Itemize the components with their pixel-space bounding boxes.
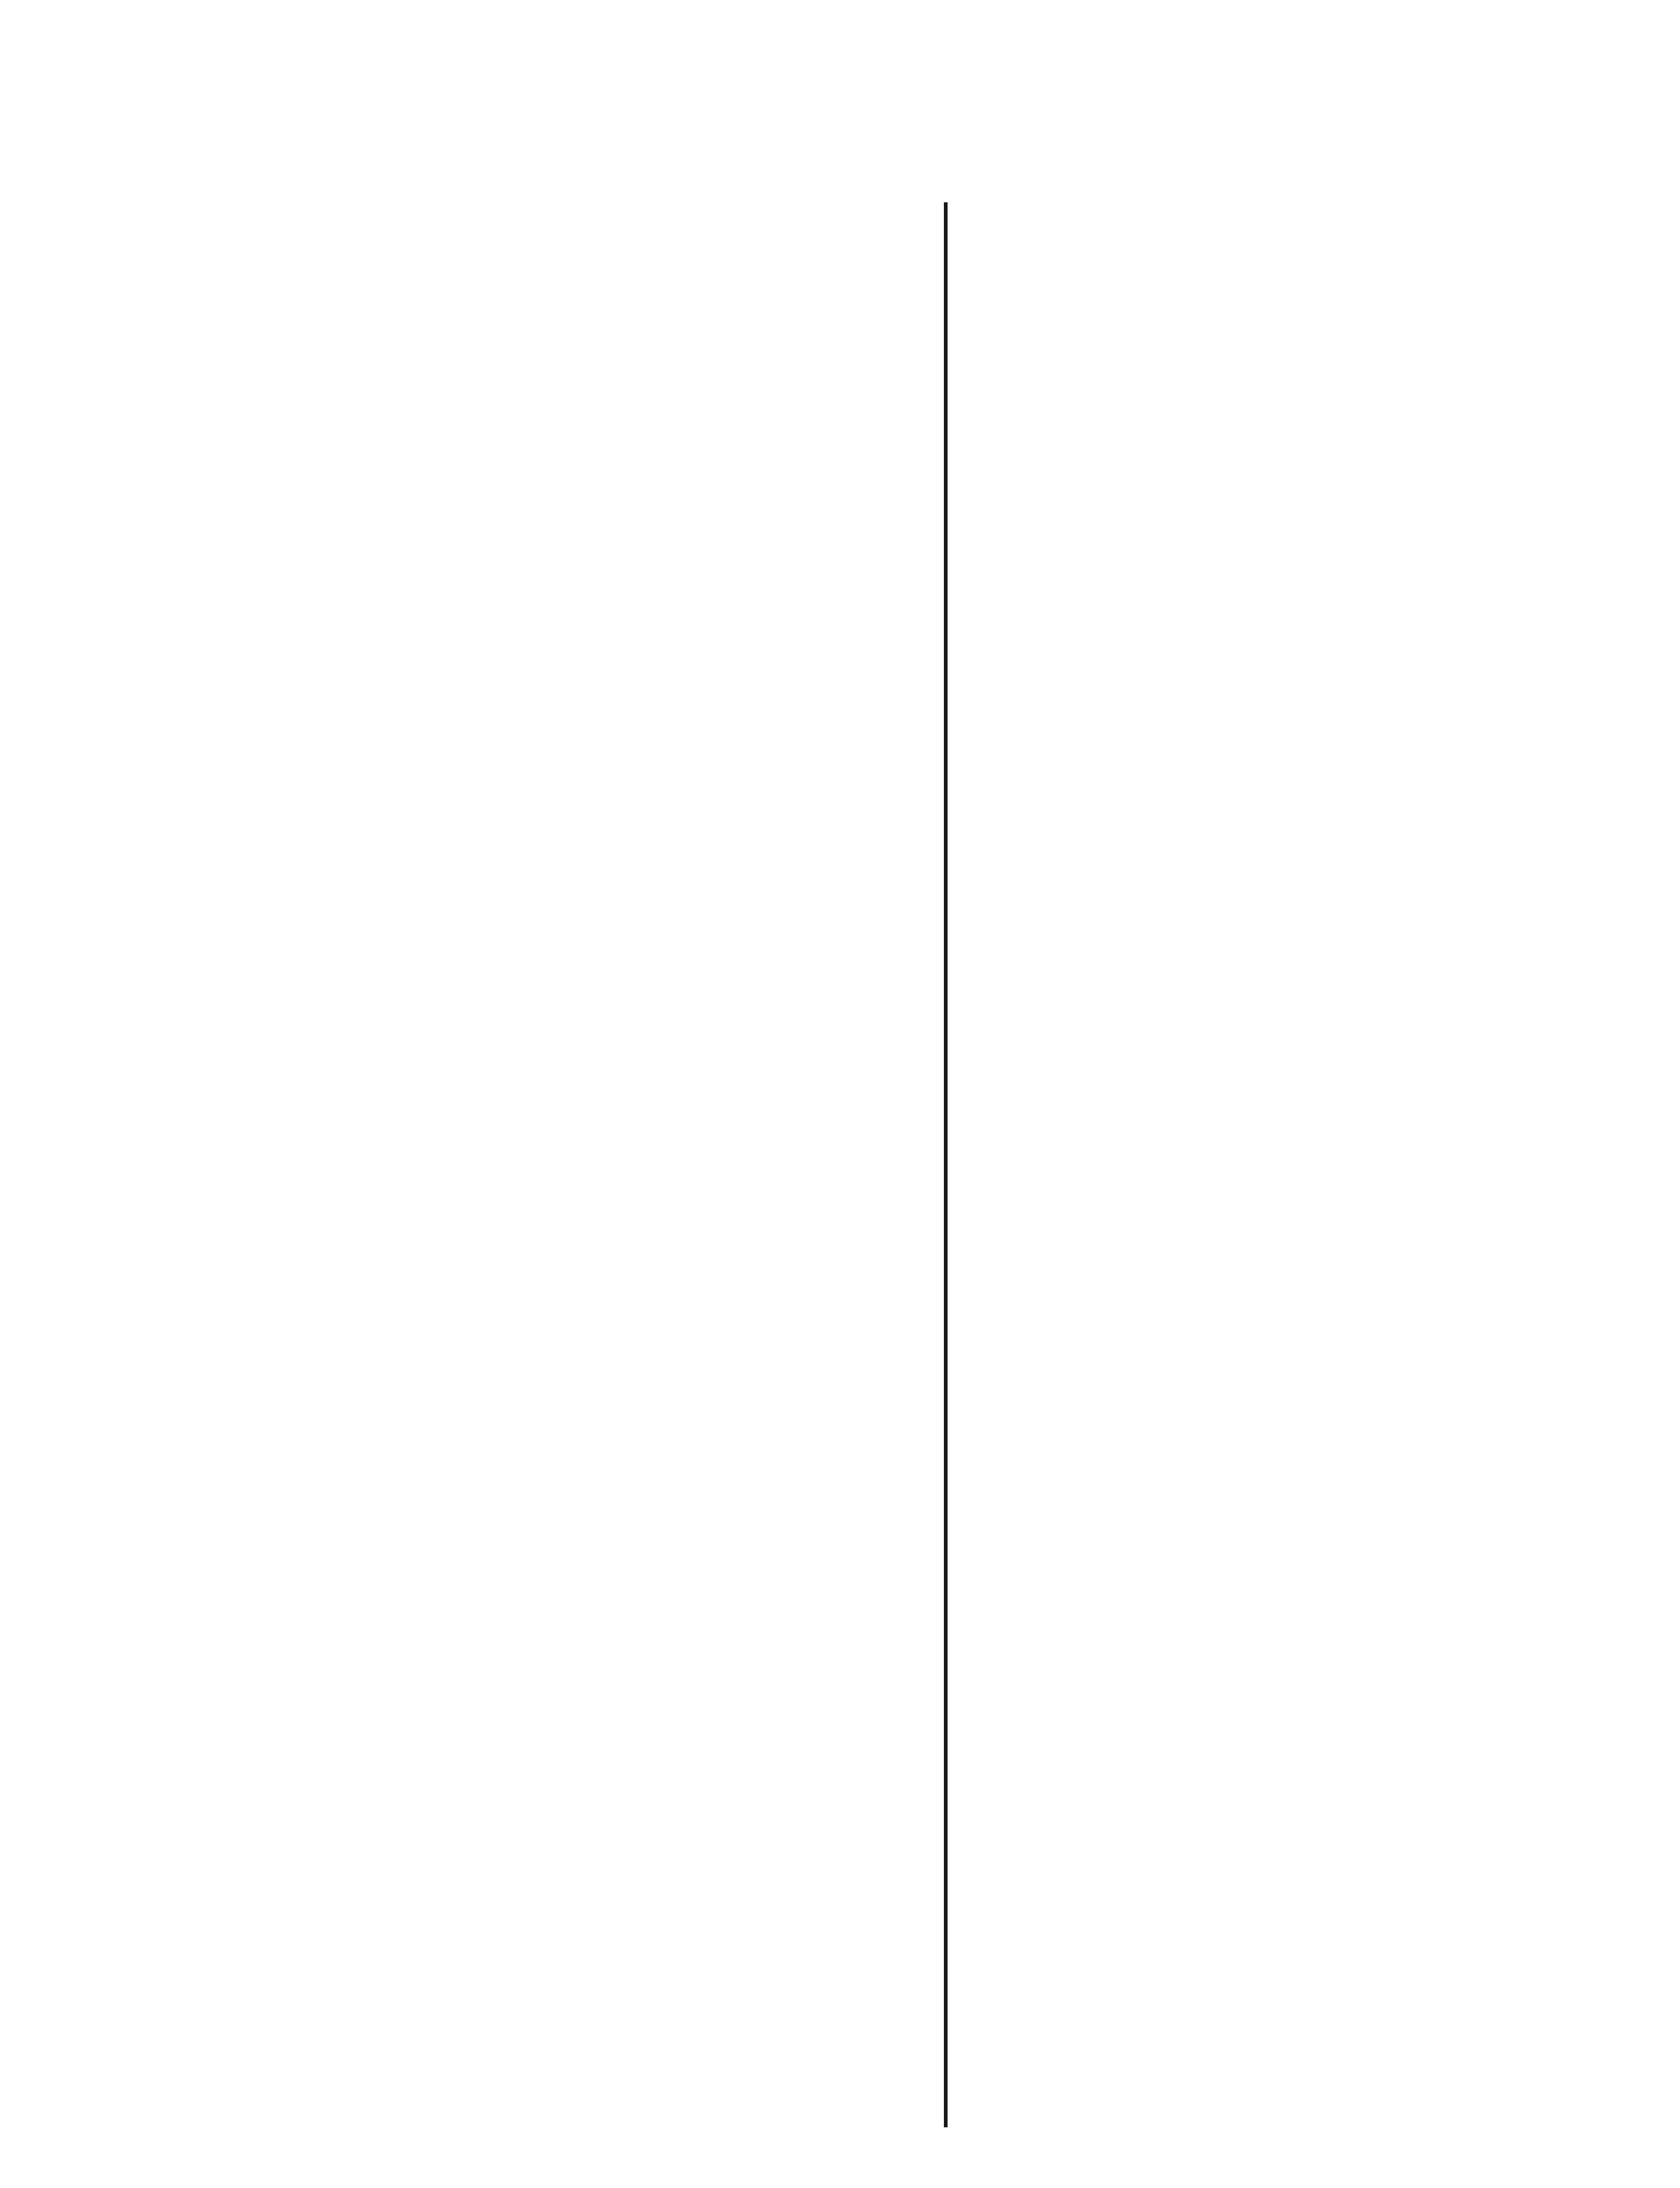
page-header xyxy=(0,115,1680,170)
column-divider xyxy=(944,202,948,2127)
right-column xyxy=(981,206,1594,255)
